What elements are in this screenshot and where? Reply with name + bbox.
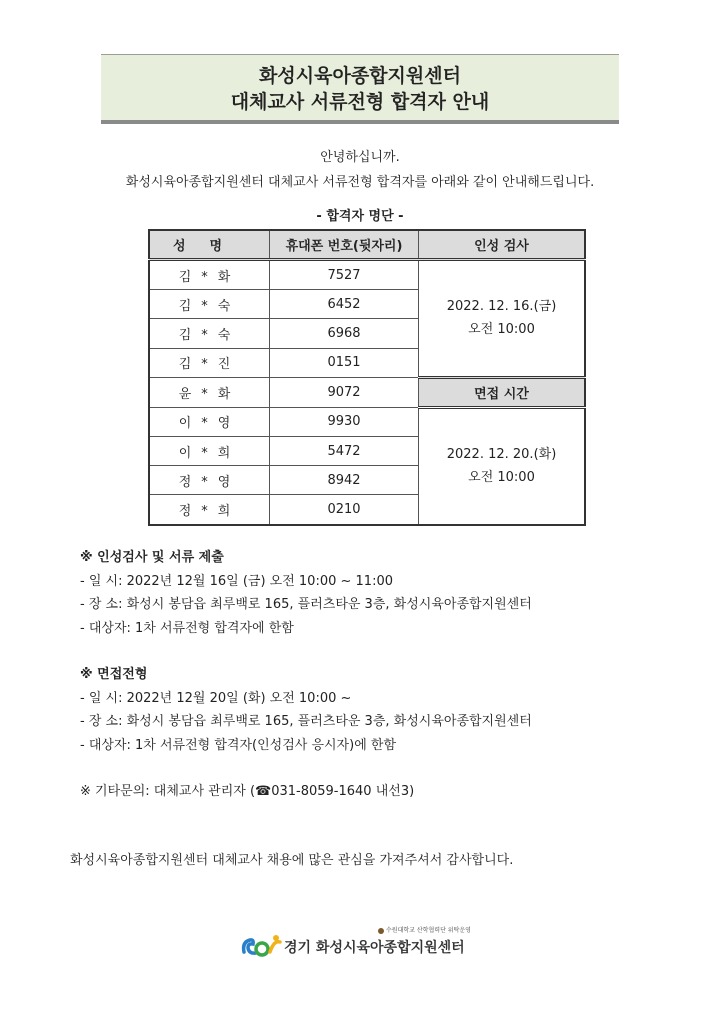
interview-date: 2022. 12. 20.(화) <box>446 447 557 463</box>
section-heading: ※ 인성검사 및 서류 제출 <box>80 550 224 565</box>
greeting-line-2: 화성시육아종합지원센터 대체교사 서류전형 합격자를 아래와 같이 안내해드립니다. <box>125 175 595 190</box>
test-date: 2022. 12. 16.(금) <box>446 299 557 315</box>
table-row <box>149 377 585 407</box>
footer-logo-block <box>240 925 500 965</box>
section-interview-info <box>80 663 532 757</box>
section-line: - 일 시: 2022년 12월 16일 (금) 오전 10:00 ~ 11:00 <box>80 573 393 589</box>
applicant-name: 김*숙 <box>149 319 270 348</box>
greeting-line-1: 안녕하십니까. <box>320 150 400 165</box>
section-line: - 대상자: 1차 서류전형 합격자에 한함 <box>80 620 294 636</box>
footer-subtitle <box>378 925 471 934</box>
applicant-name: 김*숙 <box>149 290 270 319</box>
applicant-name: 김*진 <box>149 348 270 377</box>
interview-schedule <box>419 407 586 524</box>
applicant-phone: 6452 <box>270 290 419 319</box>
closing-message: 화성시육아종합지원센터 대체교사 채용에 많은 관심을 가져주셔서 감사합니다. <box>70 853 514 868</box>
applicant-phone: 9072 <box>270 377 419 407</box>
header-test: 인성 검사 <box>419 230 586 260</box>
applicant-name: 이*희 <box>149 436 270 465</box>
section-line: - 장 소: 화성시 봉담읍 최루백로 165, 플러츠타운 3층, 화성시육아종합지원센터 <box>80 714 532 729</box>
applicant-name: 윤*화 <box>149 377 270 407</box>
footer-center-name: 경기 화성시육아종합지원센터 <box>284 940 465 956</box>
footer-subtitle-text: 수원대학교 산학협력단 위탁운영 <box>386 927 471 934</box>
section-test-info <box>80 546 532 640</box>
contact-line: ※ 기타문의: 대체교사 관리자 (☎031-8059-1640 내선3) <box>80 784 415 799</box>
applicant-name: 김*화 <box>149 260 270 290</box>
applicant-name: 이*영 <box>149 407 270 436</box>
interview-time: 오전 10:00 <box>468 470 535 486</box>
section-line: - 장 소: 화성시 봉담읍 최루백로 165, 플러츠타운 3층, 화성시육아종합지원센터 <box>80 597 532 612</box>
applicant-name: 정*영 <box>149 466 270 495</box>
table-row <box>149 260 585 290</box>
header-name: 성명 <box>149 230 270 260</box>
section-line: - 대상자: 1차 서류전형 합격자(인성검사 응시자)에 한함 <box>80 737 396 753</box>
applicant-phone: 6968 <box>270 319 419 348</box>
applicant-table <box>148 229 586 526</box>
title-line-2: 대체교사 서류전형 합격자 안내 <box>230 91 490 113</box>
table-row <box>149 407 585 436</box>
section-line: - 일 시: 2022년 12월 20일 (화) 오전 10:00 ~ <box>80 690 352 706</box>
applicant-phone: 5472 <box>270 436 419 465</box>
section-heading: ※ 면접전형 <box>80 667 148 682</box>
test-schedule <box>419 260 586 378</box>
list-title: - 합격자 명단 - <box>316 209 404 224</box>
applicant-phone: 0151 <box>270 348 419 377</box>
applicant-phone: 9930 <box>270 407 419 436</box>
test-time: 오전 10:00 <box>468 322 535 338</box>
university-emblem-icon <box>378 928 384 934</box>
applicant-phone: 0210 <box>270 495 419 525</box>
applicant-phone: 7527 <box>270 260 419 290</box>
header-phone: 휴대폰 번호(뒷자리) <box>270 230 419 260</box>
section-contact <box>80 780 414 804</box>
center-logo-icon <box>240 932 284 960</box>
title-line-1: 화성시육아종합지원센터 <box>259 65 461 87</box>
applicant-phone: 8942 <box>270 466 419 495</box>
applicant-name: 정*희 <box>149 495 270 525</box>
title-banner <box>101 54 619 124</box>
header-interview: 면접 시간 <box>419 377 586 407</box>
